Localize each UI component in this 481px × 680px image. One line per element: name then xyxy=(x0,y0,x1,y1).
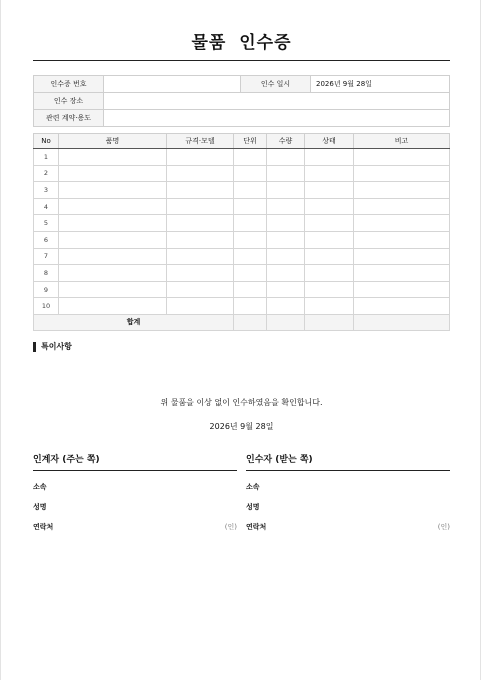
item-spec-cell[interactable] xyxy=(167,281,234,298)
item-spec-cell[interactable] xyxy=(167,198,234,215)
item-name-cell[interactable] xyxy=(59,231,167,248)
receipt-date-field[interactable]: 2026년 9월 28일 xyxy=(311,76,450,93)
info-row-receipt xyxy=(34,76,450,93)
item-qty-cell[interactable] xyxy=(267,198,305,215)
item-unit-cell[interactable] xyxy=(234,231,267,248)
table-row xyxy=(34,248,450,265)
item-name-cell[interactable] xyxy=(59,182,167,199)
receiver-contact-row[interactable] xyxy=(246,522,450,531)
item-name-cell[interactable] xyxy=(59,248,167,265)
receipt-place-field[interactable] xyxy=(104,93,450,110)
item-spec-cell[interactable] xyxy=(167,265,234,282)
item-spec-cell[interactable] xyxy=(167,298,234,315)
item-spec-cell[interactable] xyxy=(167,165,234,182)
item-name-cell[interactable] xyxy=(59,198,167,215)
title-divider xyxy=(33,60,450,61)
item-spec-cell[interactable] xyxy=(167,182,234,199)
item-no: 9 xyxy=(34,281,59,298)
col-header-no: No xyxy=(34,134,59,149)
item-no: 1 xyxy=(34,149,59,166)
item-note-cell[interactable] xyxy=(354,149,450,166)
item-unit-cell[interactable] xyxy=(234,182,267,199)
giver-title: 인계자 (주는 쪽) xyxy=(33,452,237,471)
item-note-cell[interactable] xyxy=(354,265,450,282)
total-condition-cell[interactable] xyxy=(305,314,354,330)
giver-contact-label: 연락처 xyxy=(33,523,54,531)
table-row xyxy=(34,281,450,298)
receiver-contact-label: 연락처 xyxy=(246,523,267,531)
info-row-place xyxy=(34,93,450,110)
items-table xyxy=(33,133,450,331)
item-name-cell[interactable] xyxy=(59,165,167,182)
item-unit-cell[interactable] xyxy=(234,165,267,182)
confirm-statement: 위 물품을 이상 없이 인수하였음을 확인합니다. xyxy=(160,398,323,407)
receiver-name-row[interactable] xyxy=(246,502,450,511)
giver-affiliation-label: 소속 xyxy=(33,483,47,491)
item-unit-cell[interactable] xyxy=(234,149,267,166)
receiver-affiliation-row[interactable] xyxy=(246,482,450,491)
total-note-cell[interactable] xyxy=(354,314,450,330)
item-unit-cell[interactable] xyxy=(234,248,267,265)
giver-section xyxy=(33,452,237,531)
col-header-qty: 수량 xyxy=(267,134,305,149)
item-condition-cell[interactable] xyxy=(305,198,354,215)
item-note-cell[interactable] xyxy=(354,298,450,315)
receipt-no-label: 인수증 번호 xyxy=(34,76,104,93)
giver-seal-mark: (인) xyxy=(224,523,237,531)
table-row xyxy=(34,149,450,166)
receiver-affiliation-label: 소속 xyxy=(246,483,260,491)
table-row xyxy=(34,231,450,248)
total-qty-cell[interactable] xyxy=(267,314,305,330)
receipt-place-label: 인수 장소 xyxy=(34,93,104,110)
giver-contact-row[interactable] xyxy=(33,522,237,531)
table-row xyxy=(34,298,450,315)
item-note-cell[interactable] xyxy=(354,231,450,248)
item-qty-cell[interactable] xyxy=(267,281,305,298)
table-row xyxy=(34,265,450,282)
item-condition-cell[interactable] xyxy=(305,281,354,298)
item-note-cell[interactable] xyxy=(354,198,450,215)
total-unit-cell[interactable] xyxy=(234,314,267,330)
col-header-unit: 단위 xyxy=(234,134,267,149)
remarks-heading: 특이사항 xyxy=(33,342,72,352)
item-note-cell[interactable] xyxy=(354,165,450,182)
receiver-seal-mark: (인) xyxy=(437,523,450,531)
item-qty-cell[interactable] xyxy=(267,231,305,248)
item-qty-cell[interactable] xyxy=(267,149,305,166)
page-title: 물품 인수증 xyxy=(191,33,292,53)
item-no: 10 xyxy=(34,298,59,315)
table-row xyxy=(34,182,450,199)
item-no: 5 xyxy=(34,215,59,232)
receiver-name-label: 성명 xyxy=(246,503,260,511)
item-no: 6 xyxy=(34,231,59,248)
item-condition-cell[interactable] xyxy=(305,231,354,248)
col-header-spec: 규격·모델 xyxy=(167,134,234,149)
info-table xyxy=(33,75,450,127)
item-name-cell[interactable] xyxy=(59,215,167,232)
item-spec-cell[interactable] xyxy=(167,149,234,166)
item-qty-cell[interactable] xyxy=(267,165,305,182)
item-spec-cell[interactable] xyxy=(167,231,234,248)
item-qty-cell[interactable] xyxy=(267,298,305,315)
col-header-condition: 상태 xyxy=(305,134,354,149)
info-row-contract xyxy=(34,110,450,127)
item-name-cell[interactable] xyxy=(59,298,167,315)
item-spec-cell[interactable] xyxy=(167,215,234,232)
item-name-cell[interactable] xyxy=(59,265,167,282)
receipt-no-field[interactable] xyxy=(104,76,241,93)
table-row xyxy=(34,198,450,215)
item-condition-cell[interactable] xyxy=(305,149,354,166)
item-unit-cell[interactable] xyxy=(234,215,267,232)
item-condition-cell[interactable] xyxy=(305,265,354,282)
table-row xyxy=(34,215,450,232)
item-qty-cell[interactable] xyxy=(267,265,305,282)
contract-label: 관련 계약·용도 xyxy=(34,110,104,127)
item-condition-cell[interactable] xyxy=(305,215,354,232)
item-name-cell[interactable] xyxy=(59,149,167,166)
item-no: 7 xyxy=(34,248,59,265)
item-qty-cell[interactable] xyxy=(267,182,305,199)
item-qty-cell[interactable] xyxy=(267,215,305,232)
giver-affiliation-row[interactable] xyxy=(33,482,237,491)
item-spec-cell[interactable] xyxy=(167,248,234,265)
item-qty-cell[interactable] xyxy=(267,248,305,265)
item-unit-cell[interactable] xyxy=(234,198,267,215)
confirm-date: 2026년 9월 28일 xyxy=(209,422,274,431)
item-unit-cell[interactable] xyxy=(234,281,267,298)
item-note-cell[interactable] xyxy=(354,281,450,298)
item-name-cell[interactable] xyxy=(59,281,167,298)
item-note-cell[interactable] xyxy=(354,182,450,199)
receipt-date-label: 인수 일시 xyxy=(241,76,311,93)
item-no: 8 xyxy=(34,265,59,282)
item-condition-cell[interactable] xyxy=(305,298,354,315)
total-row xyxy=(34,314,450,330)
item-no: 4 xyxy=(34,198,59,215)
item-condition-cell[interactable] xyxy=(305,182,354,199)
giver-name-label: 성명 xyxy=(33,503,47,511)
col-header-note: 비고 xyxy=(354,134,450,149)
items-header-row xyxy=(34,134,450,149)
col-header-name: 품명 xyxy=(59,134,167,149)
item-no: 2 xyxy=(34,165,59,182)
receiver-title: 인수자 (받는 쪽) xyxy=(246,452,450,471)
table-row xyxy=(34,165,450,182)
item-unit-cell[interactable] xyxy=(234,265,267,282)
contract-field[interactable] xyxy=(104,110,450,127)
total-label: 합계 xyxy=(34,314,234,330)
item-condition-cell[interactable] xyxy=(305,165,354,182)
item-note-cell[interactable] xyxy=(354,248,450,265)
item-note-cell[interactable] xyxy=(354,215,450,232)
item-unit-cell[interactable] xyxy=(234,298,267,315)
item-condition-cell[interactable] xyxy=(305,248,354,265)
giver-name-row[interactable] xyxy=(33,502,237,511)
item-no: 3 xyxy=(34,182,59,199)
receiver-section xyxy=(246,452,450,531)
